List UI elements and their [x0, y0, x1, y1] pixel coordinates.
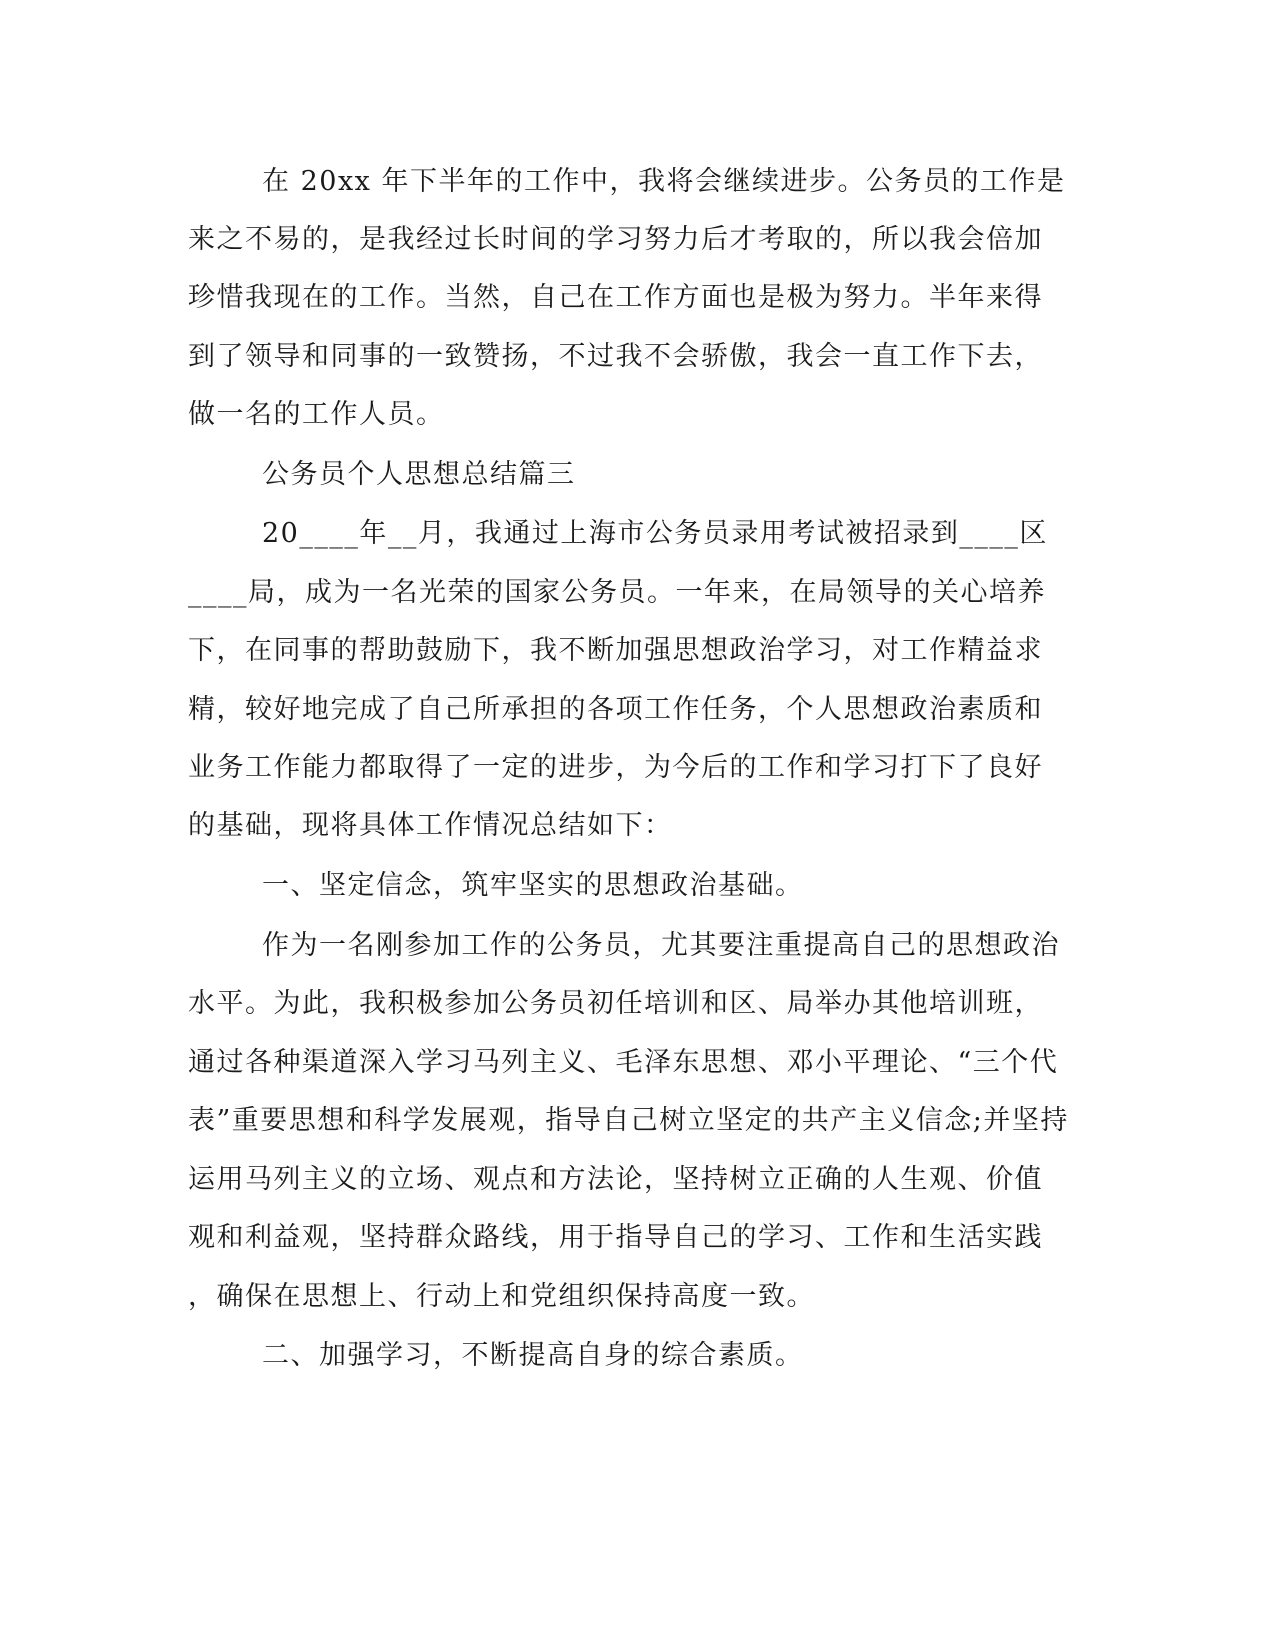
paragraph-line: 表”重要思想和科学发展观，指导自己树立坚定的共产主义信念;并坚持	[188, 1105, 1069, 1136]
paragraph-line: 珍惜我现在的工作。当然，自己在工作方面也是极为努力。半年来得	[188, 282, 1043, 313]
subsection-heading: 二、加强学习，不断提高自身的综合素质。	[262, 1340, 804, 1371]
paragraph-line: 下，在同事的帮助鼓励下，我不断加强思想政治学习，对工作精益求	[188, 635, 1043, 666]
paragraph-line: 运用马列主义的立场、观点和方法论，坚持树立正确的人生观、价值	[188, 1164, 1043, 1195]
paragraph-line: 通过各种渠道深入学习马列主义、毛泽东思想、邓小平理论、“三个代	[188, 1047, 1059, 1078]
paragraph-line: 作为一名刚参加工作的公务员，尤其要注重提高自己的思想政治	[262, 930, 1060, 961]
paragraph-line: ____局，成为一名光荣的国家公务员。一年来，在局领导的关心培养	[188, 577, 1046, 608]
paragraph-line: 做一名的工作人员。	[188, 399, 445, 430]
paragraph-line: 水平。为此，我积极参加公务员初任培训和区、局举办其他培训班，	[188, 988, 1043, 1019]
paragraph-line: ，确保在思想上、行动上和党组织保持高度一致。	[188, 1281, 815, 1312]
paragraph-line: 在 20xx 年下半年的工作中，我将会继续进步。公务员的工作是	[262, 166, 1066, 197]
paragraph-line: 观和利益观，坚持群众路线，用于指导自己的学习、工作和生活实践	[188, 1222, 1043, 1253]
section-heading: 公务员个人思想总结篇三	[262, 459, 576, 490]
subsection-heading: 一、坚定信念，筑牢坚实的思想政治基础。	[262, 870, 804, 901]
paragraph-line: 业务工作能力都取得了一定的进步，为今后的工作和学习打下了良好	[188, 752, 1043, 783]
paragraph-line: 到了领导和同事的一致赞扬，不过我不会骄傲，我会一直工作下去，	[188, 341, 1043, 372]
paragraph-line: 的基础，现将具体工作情况总结如下：	[188, 810, 673, 841]
paragraph-line: 来之不易的，是我经过长时间的学习努力后才考取的，所以我会倍加	[188, 224, 1043, 255]
paragraph-line: 精，较好地完成了自己所承担的各项工作任务，个人思想政治素质和	[188, 694, 1043, 725]
paragraph-line: 20____年__月，我通过上海市公务员录用考试被招录到____区	[262, 518, 1048, 549]
